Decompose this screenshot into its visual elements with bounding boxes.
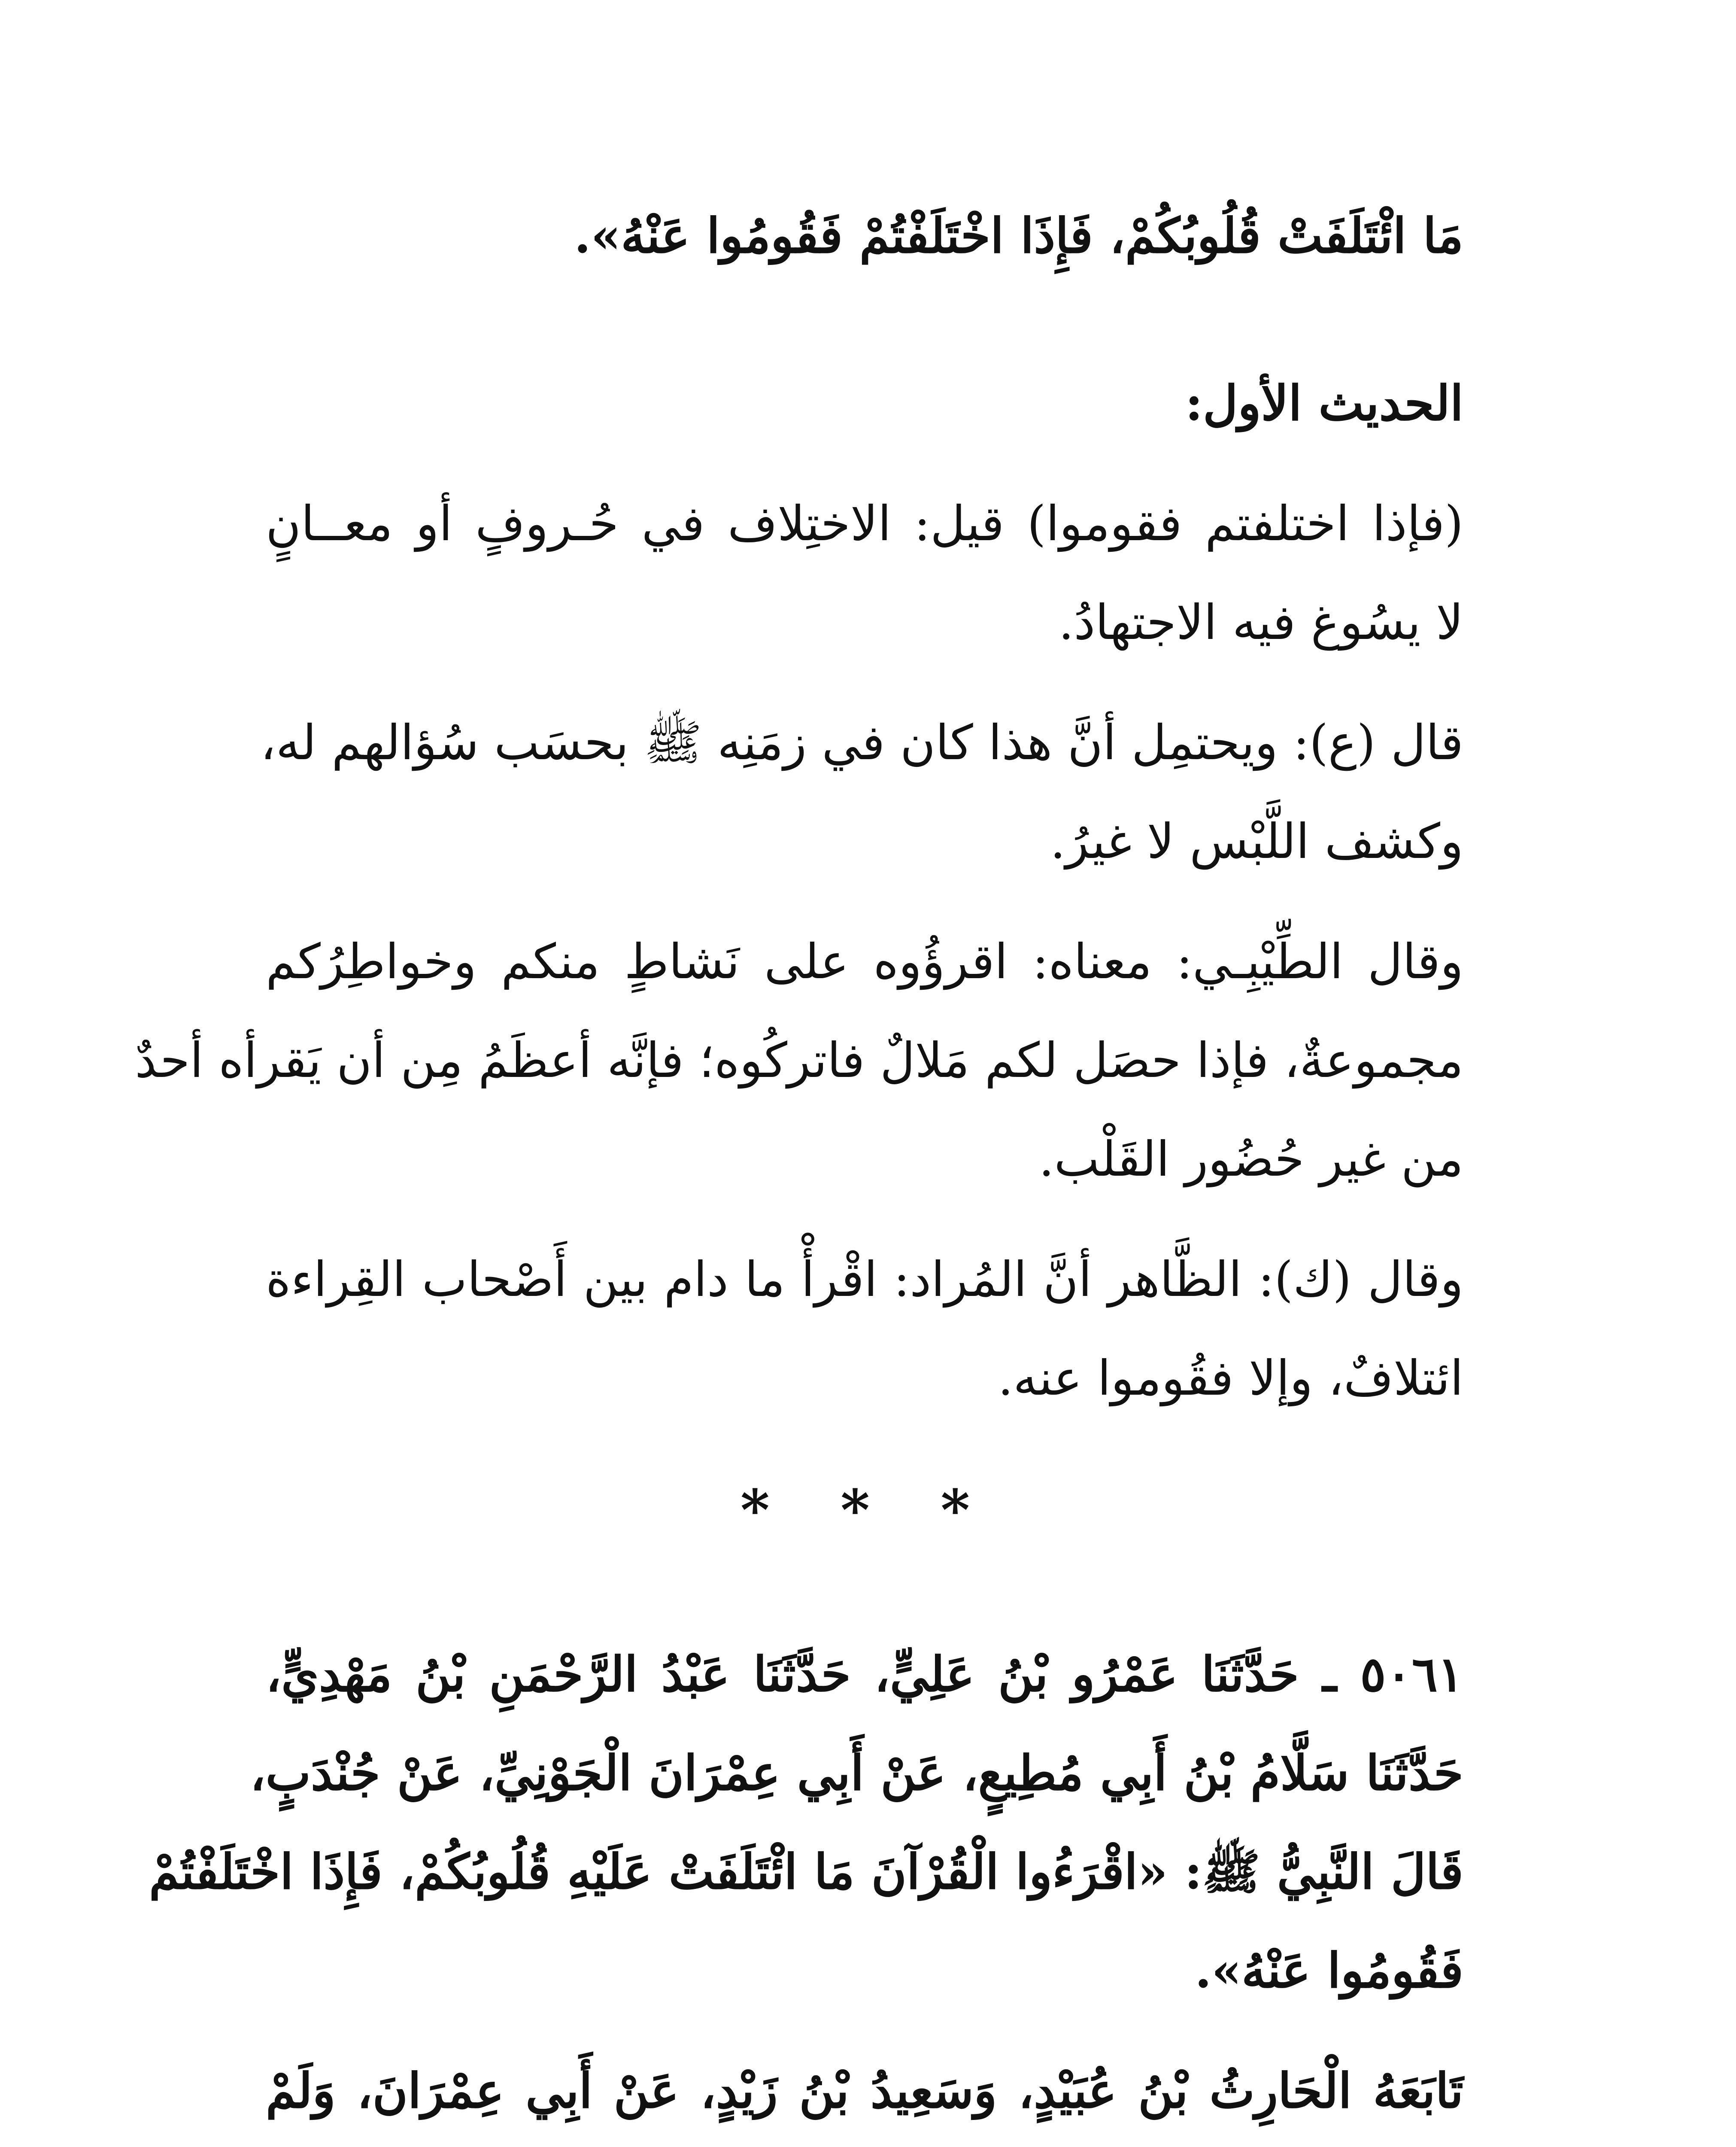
commentary-line: ائتلافٌ، وإلا فقُوموا عنه. [998, 1350, 1463, 1406]
hadith-line: حَدَّثَنَا سَلَّامُ بْنُ أَبِي مُطِيعٍ، عَنْ أَبِي عِمْرَانَ الْجَوْنِيِّ، عَنْ جُنْدَبٍ، [250, 1745, 1463, 1801]
commentary-line: وكشف اللَّبْس لا غيرُ. [1050, 814, 1463, 870]
commentary-line: من غير حُضُور القَلْب. [1038, 1131, 1463, 1187]
hadith-line: فَقُومُوا عَنْهُ». [1195, 1943, 1463, 1999]
commentary-line: وقال (ك): الظَّاهر أنَّ المُراد: اقْرأْ ما دام بين أَصْحاب القِراءة [266, 1252, 1464, 1308]
commentary-line: مجموعةٌ، فإذا حصَل لكم مَلالٌ فاتركُوه؛ فإنَّه أعظَمُ مِن أن يَقرأه أحدٌ [135, 1033, 1463, 1089]
commentary-line: قال (ع): ويحتمِل أنَّ هذا كان في زمَنِه ﷺ بحسَب سُؤالهم له، [260, 715, 1463, 771]
hadith-line: تَابَعَهُ الْحَارِثُ بْنُ عُبَيْدٍ، وَسَعِيدُ بْنُ زَيْدٍ، عَنْ أَبِي عِمْرَانَ، وَلَمْ [266, 2063, 1463, 2119]
section-heading: الحديث الأول: [1185, 375, 1463, 432]
hadith-line: ٥٠٦١ ـ حَدَّثَنَا عَمْرُو بْنُ عَلِيٍّ، حَدَّثَنَا عَبْدُ الرَّحْمَنِ بْنُ مَهْدِيٍّ، [266, 1646, 1463, 1703]
commentary-line: لا يسُوغ فيه الاجتهادُ. [1058, 595, 1463, 651]
commentary-line: (فإذا اختلفتم فقوموا) قيل: الاختِلاف في حُـروفٍ أو معــانٍ [266, 496, 1463, 552]
commentary-line: وقال الطِّيْبِـي: معناه: اقرؤُوه على نَشاطٍ منكم وخواطِرُكم [266, 934, 1463, 990]
hadith-continuation-line: مَا ائْتَلَفَتْ قُلُوبُكُمْ، فَإِذَا اخْتَلَفْتُمْ فَقُومُوا عَنْهُ». [574, 208, 1463, 264]
hadith-line: قَالَ النَّبِيُّ ﷺ: «اقْرَءُوا الْقُرْآنَ مَا ائْتَلَفَتْ عَلَيْهِ قُلُوبُكُمْ، فَإِذَا اخْتَلَفْتُمْ [149, 1844, 1463, 1900]
section-separator: * * * [740, 1477, 996, 1543]
